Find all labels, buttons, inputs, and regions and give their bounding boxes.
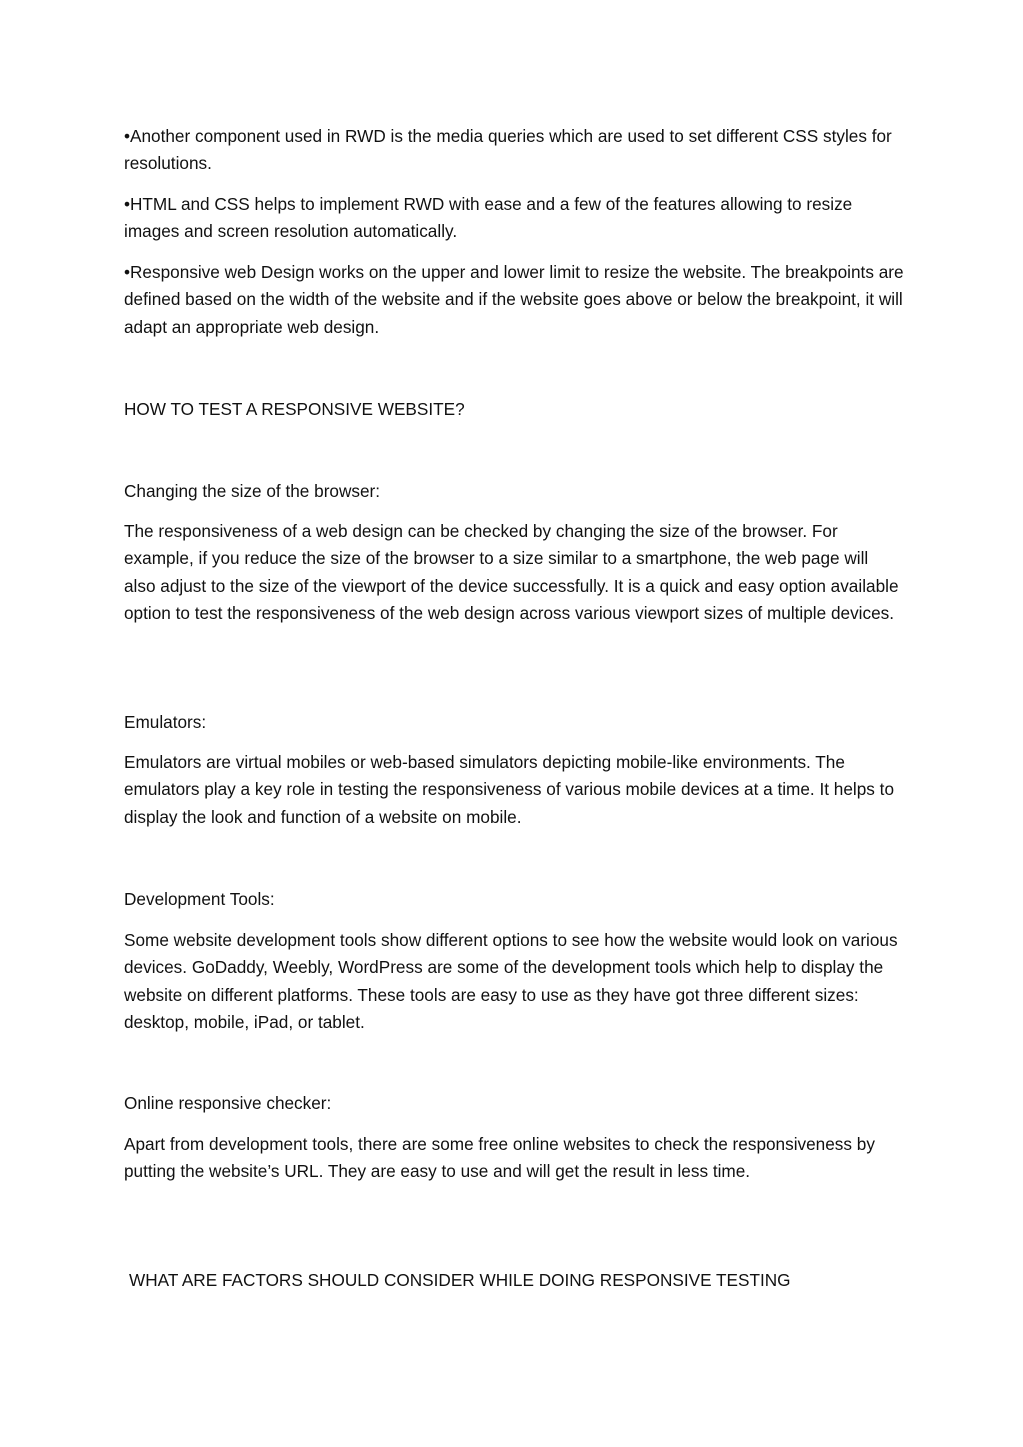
final-heading: WHAT ARE FACTORS SHOULD CONSIDER WHILE DOING RESPONSIVE TESTING — [129, 1270, 791, 1290]
section-heading: HOW TO TEST A RESPONSIVE WEBSITE? — [124, 399, 465, 419]
subsection-title: Emulators: — [124, 712, 207, 732]
subsection-body: Some website development tools show different options to see how the website would look on various devices. GoDaddy, Weebly, WordPress are some of the development tools which help to display the website on different platforms. These tools are easy to use as they have got three different sizes: desktop, mobile, iPad, or tablet. — [124, 930, 898, 1032]
subsection-title: Development Tools: — [124, 889, 275, 909]
bullet-paragraph: •Responsive web Design works on the upper and lower limit to resize the website. The breakpoints are defined based on the width of the website and if the website goes above or below the breakpoint, it will adapt an appropriate web design. — [124, 262, 904, 337]
subsection-body: The responsiveness of a web design can be checked by changing the size of the browser. For example, if you reduce the size of the browser to a size similar to a smartphone, the web page will also adjust to the size of the viewport of the device successfully. It is a quick and easy option available option to test the responsiveness of the web design across various viewport sizes of multiple devices. — [124, 521, 899, 623]
subsection-title: Online responsive checker: — [124, 1093, 332, 1113]
bullet-paragraph: •Another component used in RWD is the media queries which are used to set different CSS styles for resolutions. — [124, 126, 892, 174]
subsection-body: Apart from development tools, there are some free online websites to check the responsiveness by putting the website’s URL. They are easy to use and will get the result in less time. — [124, 1134, 875, 1182]
subsection-title: Changing the size of the browser: — [124, 481, 381, 501]
bullet-paragraph: •HTML and CSS helps to implement RWD with ease and a few of the features allowing to resize images and screen resolution automatically. — [124, 194, 853, 242]
subsection-body: Emulators are virtual mobiles or web-based simulators depicting mobile-like environments. The emulators play a key role in testing the responsiveness of various mobile devices at a time. It helps to display the look and function of a website on mobile. — [124, 752, 895, 827]
